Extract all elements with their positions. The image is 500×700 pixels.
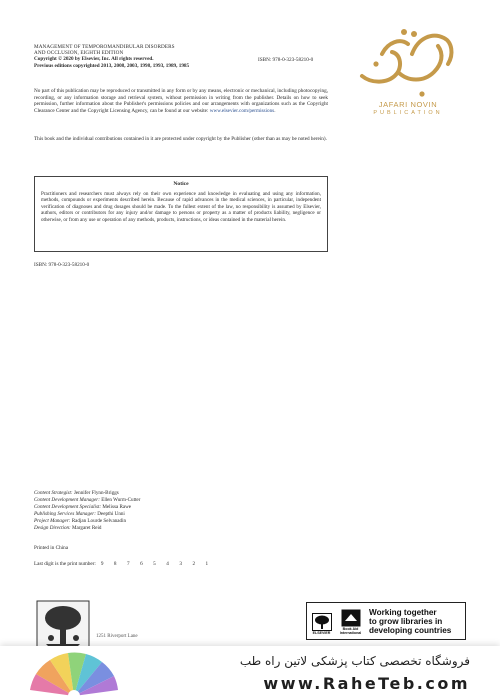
notice-text: Practitioners and researchers must always rely on their own experience and knowledge in evaluating and using any information, methods, compounds or experiments described herein. Because of rapid advances in the medical sciences, in particular, independent verification of diagnoses and drug dosages should be made. To the fullest extent of the law, no responsibility is assumed by Elsevier, authors, editors or contributors for any injury and/or damage to persons or property as a matter of products liability, negligence or otherwise, or from any use or operation of any methods, products, instructions, or ideas contained in the material herein. [41, 191, 321, 223]
jafari-novin-logo-icon [352, 24, 464, 124]
book-title-block [34, 44, 254, 69]
partner-slogan-line-1: Working together [369, 607, 437, 617]
publisher-address-partial: 1251 Riverport Lane [96, 634, 138, 639]
raheteb-books-fan-icon [28, 652, 120, 698]
print-number-line [34, 561, 213, 567]
elsevier-tree-icon [36, 600, 90, 652]
raheteb-url[interactable]: www.RaheTeb.com [263, 674, 470, 693]
credit-line [34, 504, 254, 511]
previous-editions-line: Previous editions copyrighted 2013, 2008, 2003, 1998, 1993, 1989, 1985 [34, 62, 190, 69]
print-number-label: Last digit is the print number: [34, 561, 96, 567]
permissions-link[interactable]: www.elsevier.com/permissions [209, 107, 275, 114]
elsevier-small-logo [310, 607, 334, 635]
notice-box [34, 176, 328, 252]
credit-name: Jennifer Flynn-Briggs [73, 490, 119, 496]
credit-name: Melissa Rawe [102, 504, 132, 511]
logo-name: JAFARI NOVIN [378, 100, 438, 109]
credit-name: Radjan Lourde Selvanadin [71, 518, 127, 525]
elsevier-small-label: ELSEVIER [312, 631, 331, 635]
book-aid-label: Book Aid International [339, 627, 362, 635]
printed-in: Printed in China [34, 545, 69, 551]
credit-role: Design Direction: [34, 525, 71, 532]
elsevier-small-tree-icon [312, 613, 332, 631]
isbn-bottom: ISBN: 978-0-323-58210-0 [34, 262, 90, 268]
credit-line [34, 518, 254, 525]
book-title-line-1: MANAGEMENT OF TEMPOROMANDIBULAR DISORDERS [34, 44, 175, 50]
book-aid-icon [341, 609, 361, 627]
book-title-line-2: AND OCCLUSION, EIGHTH EDITION [34, 50, 124, 57]
partner-slogan-line-3: developing countries [369, 625, 452, 635]
credit-role: Publishing Services Manager: [34, 511, 96, 518]
credit-role: Content Strategist: [34, 490, 73, 496]
credits-list [34, 490, 254, 533]
notice-title: Notice [173, 181, 189, 187]
partner-logos [307, 603, 365, 639]
credit-role: Project Manager: [34, 518, 71, 525]
isbn-top: ISBN: 978-0-323-58210-0 [258, 57, 314, 63]
credit-role: Content Development Manager: [34, 497, 100, 504]
credit-line [34, 525, 254, 532]
book-aid-logo [339, 607, 363, 635]
credit-line [34, 511, 254, 518]
copyright-protection-paragraph: This book and the individual contributions contained in it are protected under copyright by the Publisher (other than as may be noted herein). [34, 136, 327, 142]
book-aid-partner-box [306, 602, 466, 640]
raheteb-persian-text: فروشگاه تخصصی کتاب پزشکی لاتین راه طب [239, 654, 470, 668]
credit-line [34, 497, 254, 504]
credit-role: Content Development Specialist: [34, 504, 102, 511]
copyright-line: Copyright © 2020 by Elsevier, Inc. All rights reserved. [34, 56, 154, 63]
print-number-sequence: 9 8 7 6 5 4 3 2 1 [100, 561, 213, 567]
credit-name: Deepthi Unni [97, 511, 125, 518]
partner-slogan [365, 608, 451, 635]
permissions-text: No part of this publication may be reproduced or transmitted in any form or by any means, electronic or mechanical, including photocopying, recording, or any information storage and retrieval system, without permission in writing from the publisher. Details on how to seek permission, further information about the Publisher's permissions policies and our arrangements with organizations such as the Copyright Clearance Center and the Copyright Licensing Agency, can be found at our website: [34, 88, 328, 114]
logo-subtitle: PUBLICATION [373, 110, 443, 116]
credit-name: Margaret Reid [72, 525, 102, 532]
credit-name: Ellen Wurm-Cutter [101, 497, 141, 504]
permissions-paragraph [34, 88, 328, 114]
permissions-end: . [274, 107, 276, 114]
partner-slogan-line-2: to grow libraries in [369, 616, 443, 626]
credit-line [34, 490, 254, 497]
